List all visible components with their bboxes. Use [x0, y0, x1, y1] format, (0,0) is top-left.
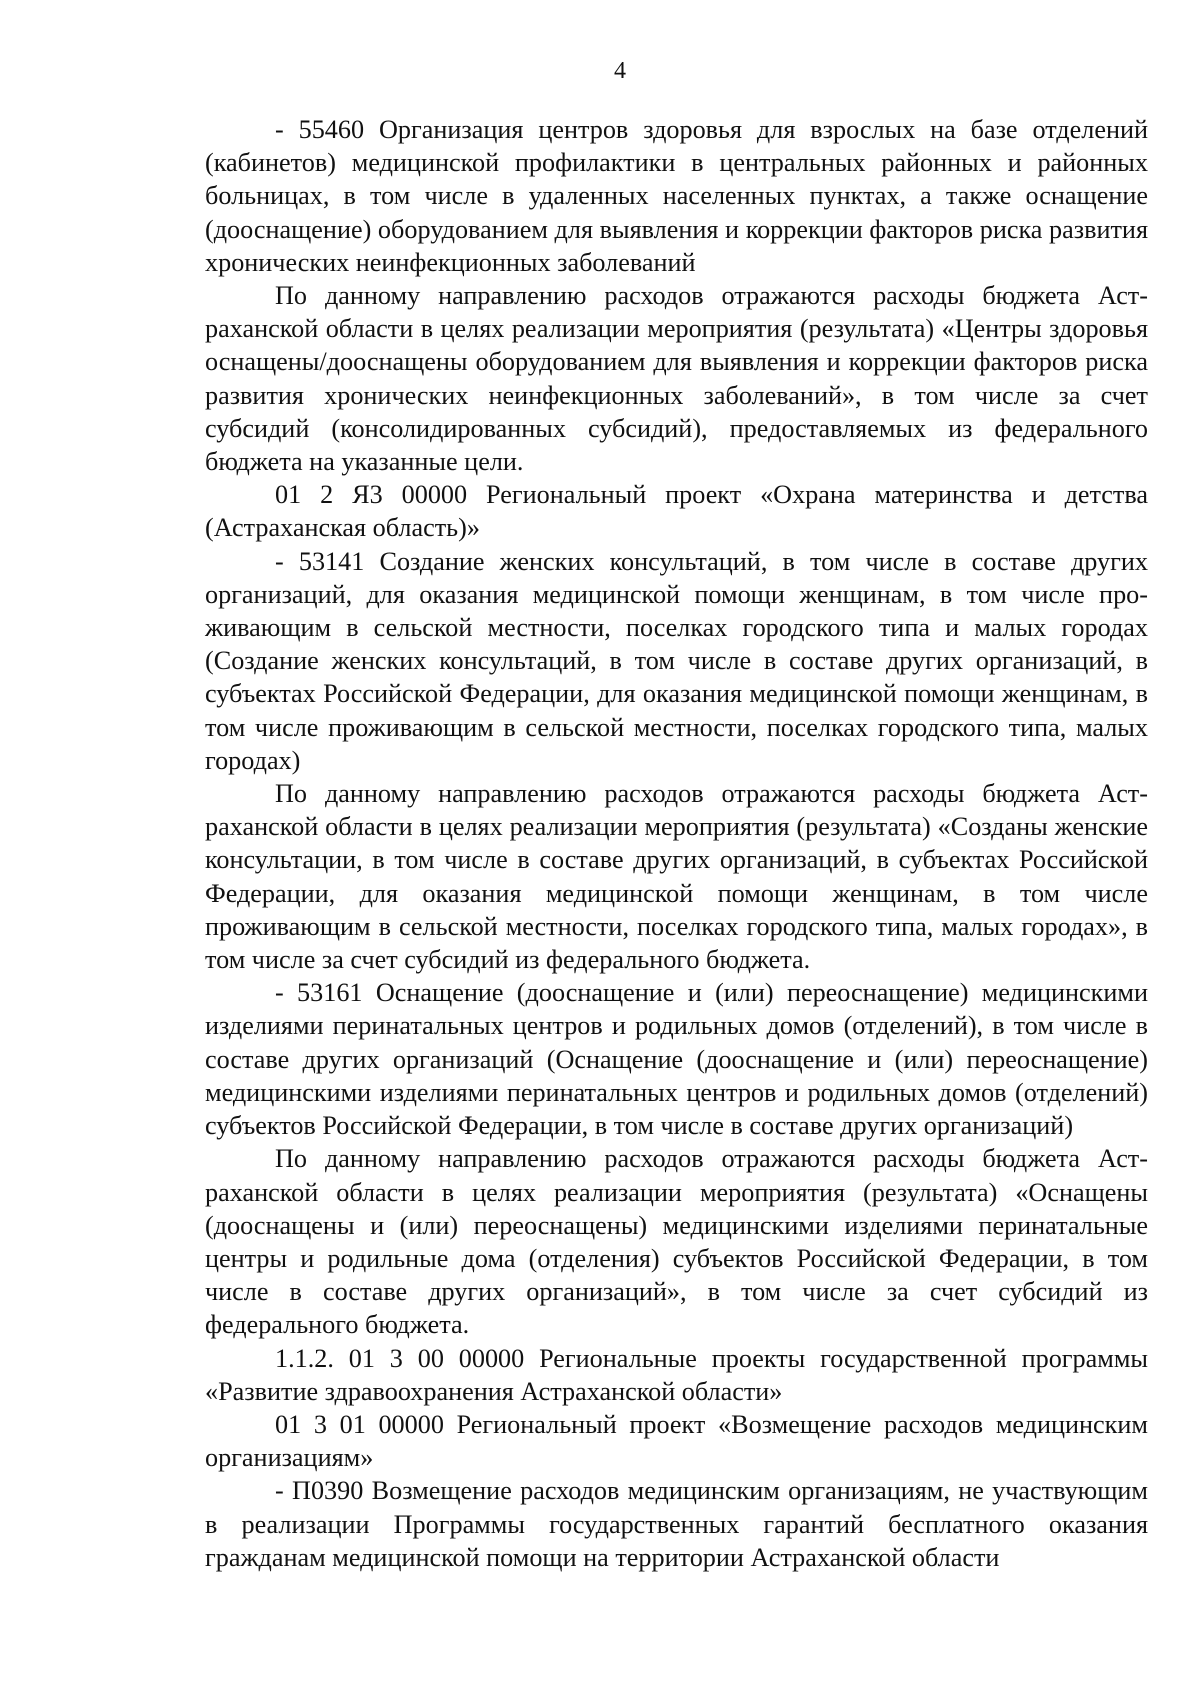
paragraph-55460-description: По данному направлению расходов отражаются расходы бюджета Астраханской области в целях реализации мероприятия (результата) «Центры здоровья оснащены/дооснащены оборудованием для выявления и коррекции факторов риска развития хронических неинфекционных заболеваний», в том числе за счет субсидий (консолидированных субсидий), предоставляемых из федерального бюджета на указанные цели. — [205, 281, 1148, 477]
document-body — [205, 113, 1148, 1574]
paragraph-55460: - 55460 Организация центров здоровья для взрослых на базе отделений (кабинетов) медицинской профилактики в центральных районных и районных больницах, в том числе в удаленных населенных пунктах, а также оснащение (дооснащение) оборудованием для выявления и коррекции факторов риска развития хронических неинфекционных заболеваний — [205, 115, 1148, 277]
page-number: 4 — [614, 58, 626, 84]
paragraph-53161: - 53161 Оснащение (дооснащение и (или) переоснащение) медицинскими изделиями перинатальных центров и родильных домов (отделений), в том числе в составе других организаций (Оснащение (дооснащение и (или) переоснащение) медицинскими изделиями перинатальных центров и родильных домов (отделений) субъектов Российской Федерации, в том числе в составе других организаций) — [205, 978, 1148, 1141]
paragraph-53141: - 53141 Создание женских консультаций, в том числе в составе других организаций, для оказания медицинской помощи женщинам, в том числе проживающим в сельской местности, поселках городского типа и малых городах (Создание женских консультаций, в том числе в составе других организаций, в субъектах Российской Федерации, для оказания медицинской помощи женщинам, в том числе проживающим в сельской местности, поселках городского типа, малых городах) — [205, 546, 1148, 775]
paragraph-p0390: - П0390 Возмещение расходов медицинским организациям, не участвующим в реализации Программы государственных гарантий бесплатного оказания гражданам медицинской помощи на территории Астраханской области — [205, 1476, 1148, 1572]
paragraph-53161-description: По данному направлению расходов отражаются расходы бюджета Астраханской области в целях реализации мероприятия (результата) «Оснащены (дооснащены и (или) переоснащены) медицинскими изделиями перинатальные центры и родильные дома (отделения) субъектов Российской Федерации, в том числе в составе других организаций», в том числе за счет субсидий из федерального бюджета. — [205, 1144, 1148, 1340]
paragraph-project-ya3: 01 2 Я3 00000 Региональный проект «Охрана материнства и детства (Астраханская область)» — [205, 480, 1148, 543]
paragraph-project-01-3-01: 01 3 01 00000 Региональный проект «Возмещение расходов медицинским организациям» — [205, 1409, 1148, 1473]
paragraph-53141-description: По данному направлению расходов отражаются расходы бюджета Астраханской области в целях реализации мероприятия (результата) «Созданы женские консультации, в том числе в составе других организаций, в субъектах Российской Федерации, для оказания медицинской помощи женщинам, в том числе проживающим в сельской местности, поселках городского типа, малых городах», в том числе за счет субсидий из федерального бюджета. — [205, 779, 1148, 975]
paragraph-section-1-1-2: 1.1.2. 01 3 00 00000 Региональные проекты государственной программы «Развитие здравоохранения Астраханской области» — [205, 1343, 1148, 1406]
